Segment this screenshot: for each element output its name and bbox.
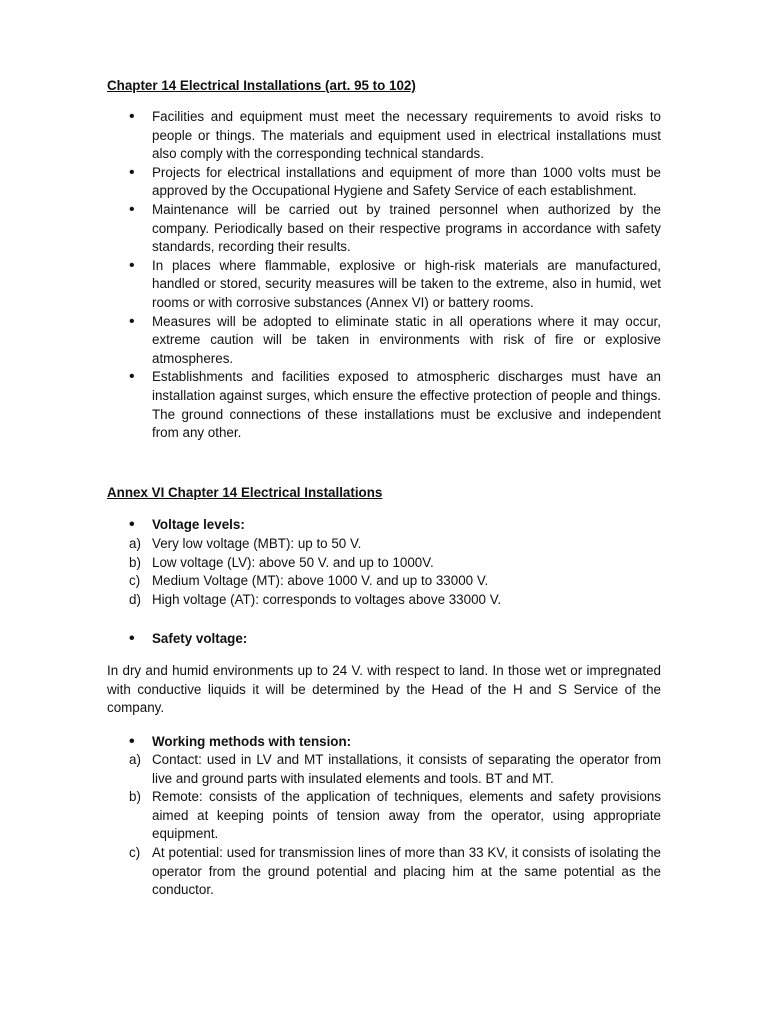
list-item [0,572,661,591]
list-marker: b) [129,554,141,570]
list-item [0,535,661,554]
list-item [0,591,661,610]
section-title: Working methods with tension: [152,734,352,749]
list-item-text: Measures will be adopted to eliminate static in all operations where it may occur, extreme caution will be taken in environments with risk of fire or explosive atmospheres. [152,313,661,366]
list-item [0,257,661,313]
list-marker: a) [129,752,141,767]
list-item [0,201,661,257]
list-item [0,788,661,844]
list-item-text: At potential: used for transmission lines of more than 33 KV, it consists of isolating the operator from the ground potential and placing him at the same potential as the conductor. [152,844,661,898]
bullet-icon [129,368,141,387]
bullet-icon [129,630,141,649]
voltage-levels-list [0,535,768,609]
chapter-heading: Chapter 14 Electrical Installations (art. 95 to 102) [107,78,416,93]
list-item [0,733,661,752]
list-item [0,313,661,369]
list-item [0,844,661,900]
list-item-text: Contact: used in LV and MT installations, it consists of separating the operator from live and ground parts with insulated elements and tools. BT and MT. [152,752,661,786]
list-item-text: High voltage (AT): corresponds to voltages above 33000 V. [152,591,502,607]
list-item [0,164,661,201]
chapter-bullet-list [0,108,768,443]
list-item-text: Projects for electrical installations and equipment of more than 1000 volts must be approved by the Occupational Hygiene and Safety Service of each establishment. [152,164,661,199]
bullet-icon [129,313,141,332]
section-title: Voltage levels: [152,517,245,532]
annex-heading: Annex VI Chapter 14 Electrical Installations [107,485,383,500]
list-marker: b) [129,789,141,805]
list-item-text: Establishments and facilities exposed to atmospheric discharges must have an installation against surges, which ensure the effective protection of people and things. The ground connections of these installations must be exclusive and independent from any other. [152,369,661,441]
bullet-icon [129,733,141,752]
list-item [0,368,661,442]
list-marker: d) [129,591,141,607]
voltage-levels-bullet [0,516,768,535]
bullet-icon [129,108,141,127]
list-item-text: Facilities and equipment must meet the necessary requirements to avoid risks to people or things. The materials and equipment used in electrical installations must also comply with the corresponding technical standards. [152,109,661,162]
bullet-icon [129,257,141,276]
section-title: Safety voltage: [152,631,248,646]
list-item-text: Medium Voltage (MT): above 1000 V. and up to 33000 V. [152,573,489,589]
list-item [0,630,661,649]
list-item-text: Maintenance will be carried out by trained personnel when authorized by the company. Periodically based on their respective programs in accordance with safety standards, recording their results. [152,201,661,255]
list-marker: c) [129,573,141,589]
list-marker: a) [129,536,141,551]
list-item [0,516,661,535]
list-item-text: Very low voltage (MBT): up to 50 V. [152,536,362,551]
list-item [0,751,661,788]
list-item-text: Low voltage (LV): above 50 V. and up to 1000V. [152,554,434,570]
working-methods-bullet [0,733,768,752]
list-item [0,554,661,573]
list-marker: c) [129,844,141,860]
bullet-icon [129,516,141,535]
bullet-icon [129,164,141,183]
working-methods-list [0,751,768,900]
list-item [0,108,661,164]
bullet-icon [129,201,141,220]
safety-voltage-paragraph: In dry and humid environments up to 24 V. with respect to land. In those wet or impregnated with conductive liquids it will be determined by the Head of the H and S Service of the company. [107,663,661,716]
list-item-text: In places where flammable, explosive or high-risk materials are manufactured, handled or stored, security measures will be taken to the extreme, also in humid, wet rooms or with corrosive substances (Annex VI) or battery rooms. [152,257,661,310]
safety-voltage-bullet [0,630,768,649]
list-item-text: Remote: consists of the application of techniques, elements and safety provisions aimed at keeping points of tension away from the operator, using appropriate equipment. [152,789,661,842]
